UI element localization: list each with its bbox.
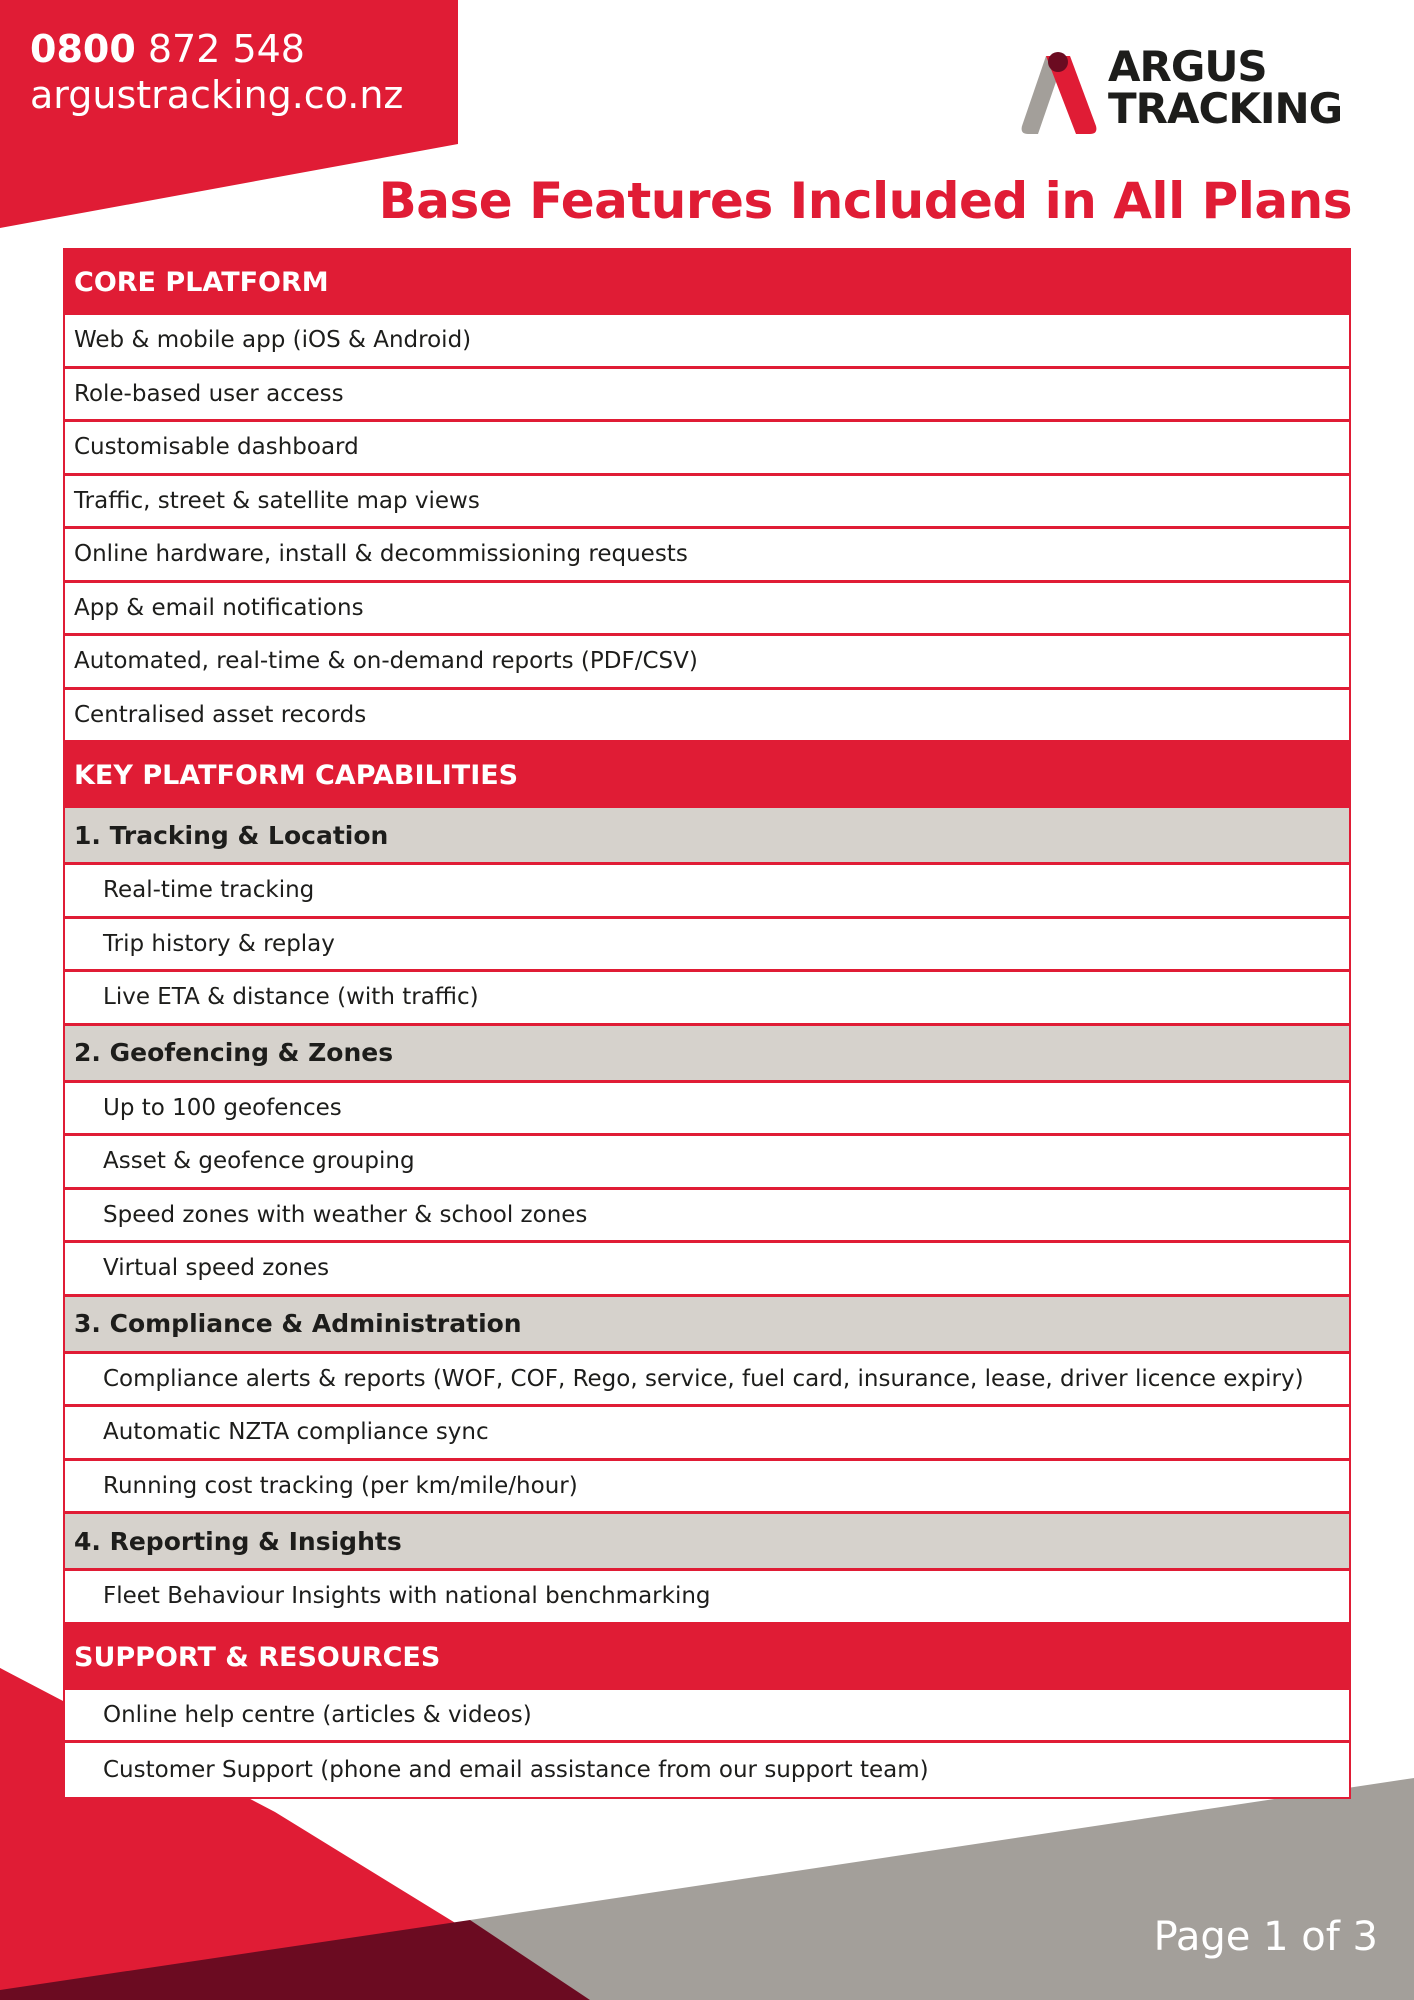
website-link[interactable]: argustracking.co.nz — [30, 73, 404, 117]
logo-line-1: ARGUS — [1108, 42, 1267, 91]
list-item: Web & mobile app (iOS & Android) — [65, 315, 1349, 369]
logo-wordmark — [1108, 42, 1343, 133]
group-heading-geofencing: 2. Geofencing & Zones — [65, 1026, 1349, 1083]
group-heading-tracking: 1. Tracking & Location — [65, 808, 1349, 865]
list-item: Speed zones with weather & school zones — [65, 1190, 1349, 1244]
list-item: Customer Support (phone and email assistance from our support team) — [103, 1756, 929, 1783]
list-item: Up to 100 geofences — [65, 1083, 1349, 1137]
list-item: Asset & geofence grouping — [65, 1136, 1349, 1190]
group-heading-reporting: 4. Reporting & Insights — [65, 1514, 1349, 1571]
contact-info — [30, 26, 403, 118]
list-item: Automated, real-time & on-demand reports (PDF/CSV) — [65, 636, 1349, 690]
group-heading-compliance: 3. Compliance & Administration — [65, 1297, 1349, 1354]
list-item: Compliance alerts & reports (WOF, COF, Rego, service, fuel card, insurance, lease, driver licence expiry) — [65, 1354, 1349, 1408]
list-item: Fleet Behaviour Insights with national benchmarking — [65, 1571, 1349, 1625]
list-item: Centralised asset records — [65, 690, 1349, 744]
section-support-heading: SUPPORT & RESOURCES — [65, 1625, 1349, 1690]
phone-prefix: 0800 — [30, 27, 136, 71]
list-item: Live ETA & distance (with traffic) — [65, 972, 1349, 1026]
page-number: Page 1 of 3 — [1153, 1914, 1378, 1960]
features-table — [63, 248, 1351, 1799]
list-item: Automatic NZTA compliance sync — [65, 1407, 1349, 1461]
phone-rest: 872 548 — [135, 27, 305, 71]
list-item: Role-based user access — [65, 369, 1349, 423]
logo-line-2: TRACKING — [1108, 84, 1343, 133]
list-item: Online help centre (articles & videos) — [65, 1690, 1349, 1744]
page-title: Base Features Included in All Plans — [378, 172, 1352, 230]
phone-number[interactable] — [30, 26, 403, 72]
list-item: Customisable dashboard — [65, 422, 1349, 476]
logo-mark-icon — [1016, 50, 1104, 138]
list-item: Trip history & replay — [65, 919, 1349, 973]
list-item: Traffic, street & satellite map views — [65, 476, 1349, 530]
section-key-heading: KEY PLATFORM CAPABILITIES — [65, 743, 1349, 808]
argus-tracking-logo — [1016, 42, 1360, 138]
list-item: Running cost tracking (per km/mile/hour) — [65, 1461, 1349, 1515]
list-item: App & email notifications — [65, 583, 1349, 637]
list-item: Real-time tracking — [65, 865, 1349, 919]
section-core-heading: CORE PLATFORM — [65, 250, 1349, 315]
list-item: Online hardware, install & decommissioning requests — [65, 529, 1349, 583]
list-item: Virtual speed zones — [65, 1243, 1349, 1297]
